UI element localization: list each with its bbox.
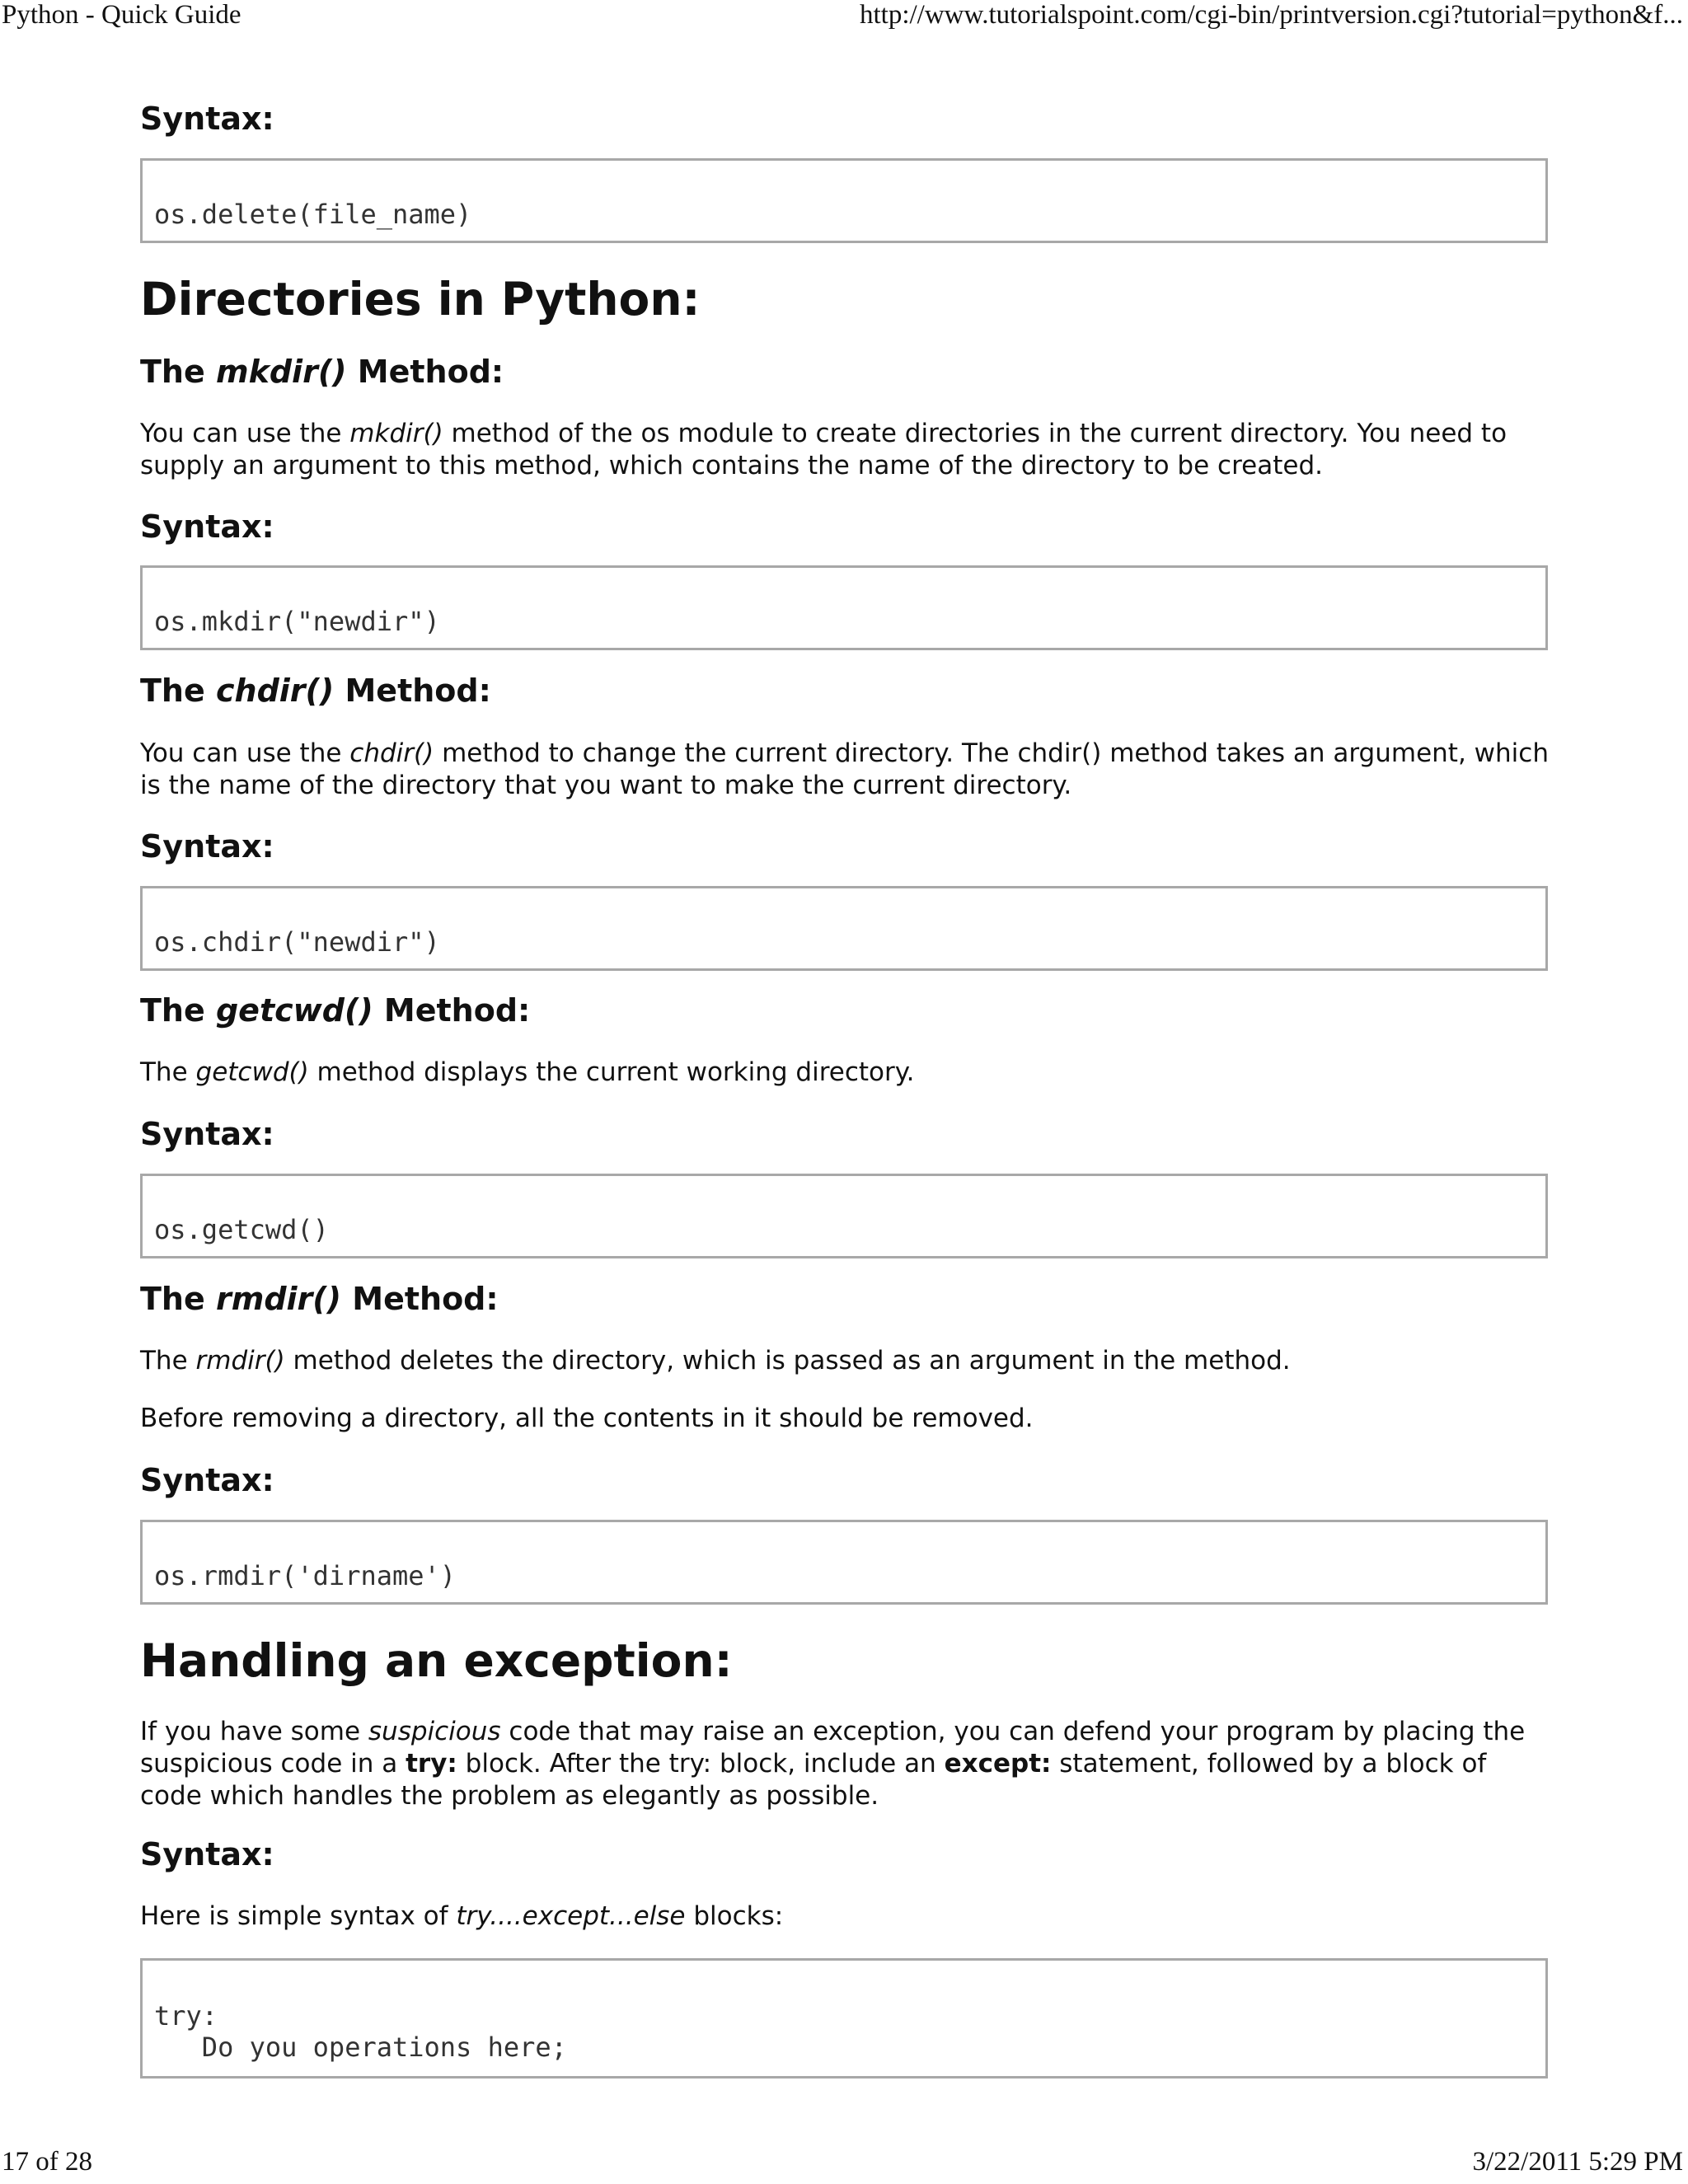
syntax-label: Syntax: [140, 1116, 274, 1152]
code-block-delete [140, 158, 1548, 243]
code-line: os.mkdir("newdir") [154, 606, 440, 637]
text-strong: try: [406, 1749, 457, 1779]
text-emphasis: rmdir() [195, 1346, 285, 1376]
method-heading-mkdir [140, 353, 504, 391]
syntax-label: Syntax: [140, 1836, 274, 1872]
heading-method-name: getcwd() [215, 992, 373, 1029]
syntax-label: Syntax: [140, 1462, 274, 1498]
code-block-getcwd [140, 1174, 1548, 1258]
text-run: The [140, 1346, 196, 1376]
mkdir-description [140, 418, 1551, 482]
heading-prefix: The [140, 1281, 216, 1317]
text-run: If you have some [140, 1717, 368, 1746]
print-datetime: 3/22/2011 5:29 PM [1472, 2147, 1683, 2177]
code-line: os.delete(file_name) [154, 199, 472, 230]
text-run: block. After the try: block, include an [457, 1749, 945, 1779]
heading-suffix: Method: [341, 1281, 499, 1317]
text-run: You can use the [140, 738, 350, 768]
method-heading-getcwd [140, 991, 530, 1029]
text-emphasis: mkdir() [349, 419, 443, 448]
method-heading-rmdir [140, 1280, 499, 1318]
text-run: method to change the current directory. The chdir() method takes an argument, which is the name of the directory that you want to make the current directory. [140, 738, 1549, 800]
section-heading-exception: Handling an exception: [140, 1634, 733, 1687]
text-emphasis: suspicious [368, 1717, 501, 1746]
code-block-chdir [140, 886, 1548, 971]
chdir-description [140, 738, 1551, 802]
text-run: method deletes the directory, which is passed as an argument in the method. [284, 1346, 1291, 1376]
text-run: method of the os module to create directories in the current directory. You need to supply an argument to this method, which contains the name of the directory to be created. [140, 419, 1507, 480]
heading-suffix: Method: [373, 992, 531, 1029]
code-block-try-except [140, 1958, 1548, 2079]
code-line: os.rmdir('dirname') [154, 1560, 457, 1591]
text-strong: except: [944, 1749, 1052, 1779]
page-number: 17 of 28 [2, 2147, 92, 2177]
code-line: try: [154, 2000, 218, 2032]
print-footer [0, 2147, 1688, 2184]
heading-suffix: Method: [346, 354, 504, 390]
code-line: os.chdir("newdir") [154, 926, 440, 958]
section-heading-directories: Directories in Python: [140, 273, 701, 326]
text-run: You can use the [140, 419, 350, 448]
text-emphasis: getcwd() [195, 1057, 309, 1087]
syntax-label: Syntax: [140, 509, 274, 545]
try-except-intro [140, 1900, 1551, 1933]
code-block-mkdir [140, 565, 1548, 650]
heading-suffix: Method: [334, 673, 491, 709]
text-run: blocks: [685, 1901, 784, 1931]
getcwd-description [140, 1057, 1551, 1089]
heading-prefix: The [140, 673, 216, 709]
text-run: code that may raise an exception, you can defend your program by placing the suspicious code in a [140, 1717, 1526, 1779]
heading-method-name: chdir() [215, 673, 335, 709]
code-line: Do you operations here; [154, 2032, 567, 2063]
print-header-url: http://www.tutorialspoint.com/cgi-bin/printversion.cgi?tutorial=python&f... [860, 0, 1683, 30]
text-run: method displays the current working directory. [308, 1057, 915, 1087]
heading-method-name: rmdir() [215, 1281, 342, 1317]
text-run: The [140, 1057, 196, 1087]
exception-description [140, 1716, 1551, 1812]
rmdir-description [140, 1345, 1551, 1377]
text-emphasis: chdir() [349, 738, 434, 768]
print-header-title: Python - Quick Guide [2, 0, 241, 30]
code-block-rmdir [140, 1520, 1548, 1605]
print-header [0, 0, 1688, 33]
method-heading-chdir [140, 672, 491, 710]
rmdir-note: Before removing a directory, all the contents in it should be removed. [140, 1404, 1034, 1433]
code-line: os.getcwd() [154, 1214, 329, 1245]
syntax-label: Syntax: [140, 828, 274, 865]
heading-prefix: The [140, 354, 216, 390]
heading-prefix: The [140, 992, 216, 1029]
text-emphasis: try....except...else [456, 1901, 686, 1931]
text-run: Here is simple syntax of [140, 1901, 457, 1931]
syntax-label: Syntax: [140, 101, 274, 137]
text-run: statement, followed by a block of code which handles the problem as elegantly as possible. [140, 1749, 1487, 1811]
heading-method-name: mkdir() [215, 354, 347, 390]
